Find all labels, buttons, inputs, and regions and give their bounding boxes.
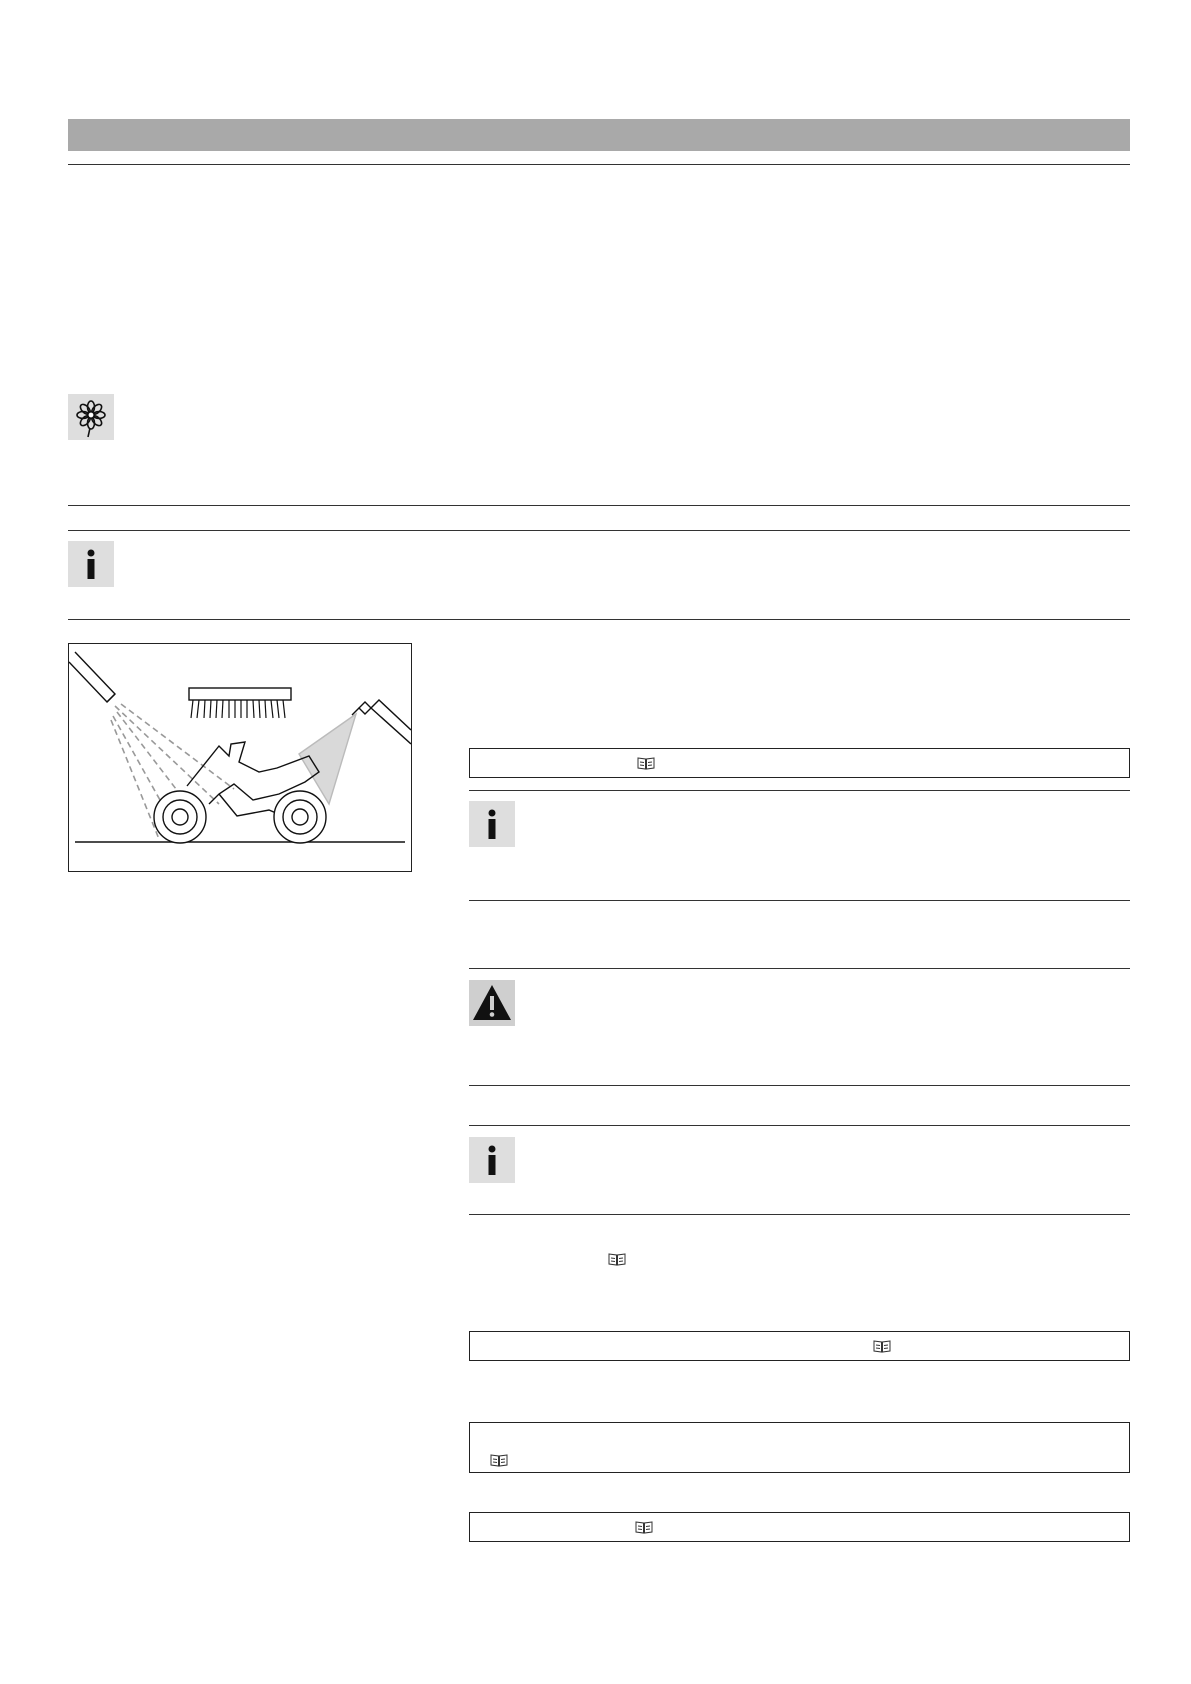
- book-reference-icon[interactable]: [608, 1252, 626, 1266]
- section-header-bar: [68, 119, 1130, 151]
- info-icon: [68, 541, 114, 587]
- divider: [469, 1125, 1130, 1126]
- flower-icon: [68, 394, 114, 440]
- info-note: [68, 541, 114, 587]
- warning-triangle-icon: [469, 980, 515, 1026]
- divider: [469, 968, 1130, 969]
- info-note: [469, 1137, 515, 1183]
- divider: [469, 900, 1130, 901]
- header-divider: [68, 164, 1130, 165]
- divider: [469, 790, 1130, 791]
- info-icon: [469, 801, 515, 847]
- divider: [469, 1085, 1130, 1086]
- book-reference-icon[interactable]: [635, 1520, 653, 1534]
- atv-cleaning-illustration: [69, 644, 411, 871]
- reference-box: [469, 748, 1130, 778]
- info-note: [469, 801, 515, 847]
- warning-note: [469, 980, 515, 1026]
- reference-box: [469, 1422, 1130, 1473]
- book-reference-icon[interactable]: [637, 756, 655, 770]
- info-icon: [469, 1137, 515, 1183]
- figure-cleaning-vehicle: [68, 643, 412, 872]
- reference-box: [469, 1512, 1130, 1542]
- divider: [68, 530, 1130, 531]
- environment-note: [68, 394, 114, 440]
- divider: [68, 619, 1130, 620]
- reference-box: [469, 1331, 1130, 1361]
- book-reference-icon[interactable]: [873, 1339, 891, 1353]
- divider: [469, 1214, 1130, 1215]
- divider: [68, 505, 1130, 506]
- book-reference-icon[interactable]: [490, 1453, 508, 1467]
